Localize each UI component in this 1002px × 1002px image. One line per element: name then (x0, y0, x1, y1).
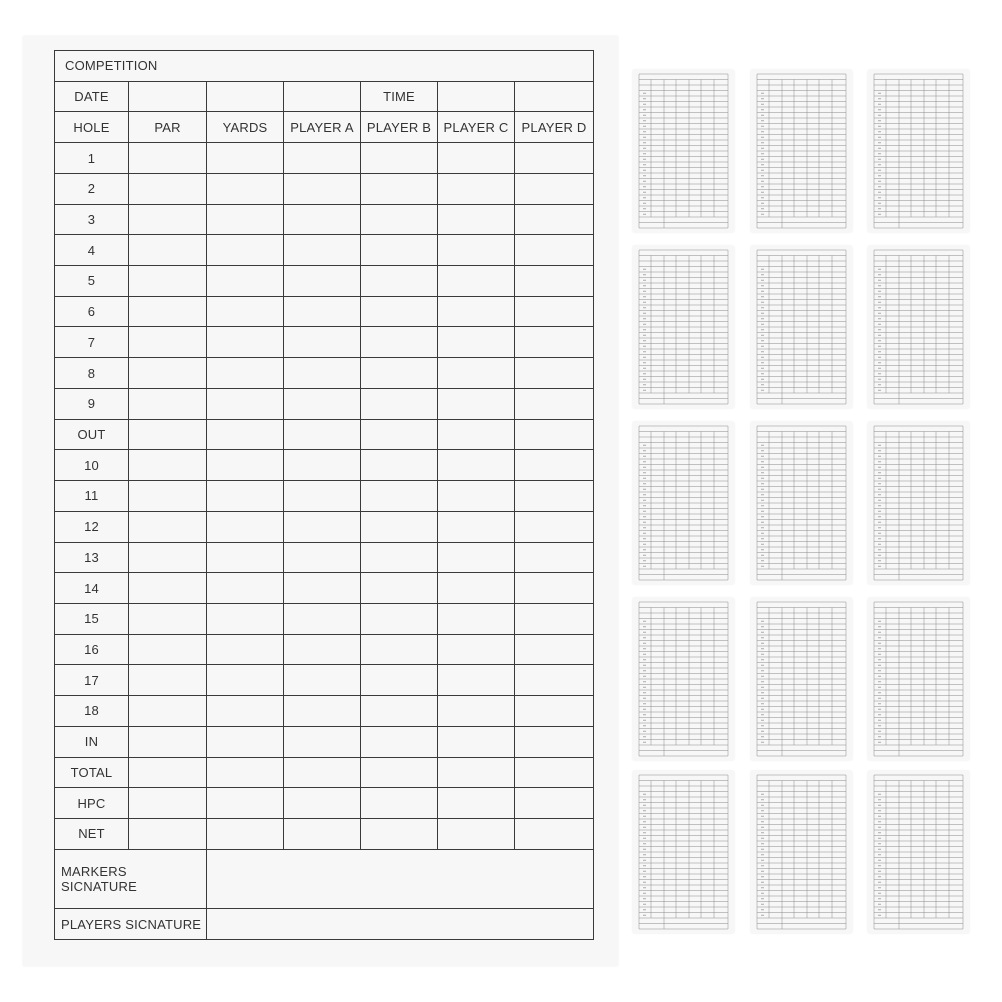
score-cell[interactable] (129, 204, 207, 235)
score-cell[interactable] (438, 757, 515, 788)
score-cell[interactable] (361, 603, 438, 634)
score-cell[interactable] (515, 573, 594, 604)
players-signature-label: PLAYERS SICNATURE (55, 909, 207, 940)
scorecard-thumbnail (751, 70, 852, 232)
score-cell[interactable] (361, 388, 438, 419)
score-cell[interactable] (515, 481, 594, 512)
score-cell[interactable] (284, 296, 361, 327)
competition-label: COMPETITION (55, 51, 594, 82)
hole-label: 1 (55, 143, 129, 174)
hole-label: 9 (55, 388, 129, 419)
scorecard-thumbnail (868, 422, 969, 584)
score-cell[interactable] (361, 818, 438, 849)
score-cell[interactable] (438, 143, 515, 174)
score-row (55, 573, 594, 604)
score-cell[interactable] (129, 573, 207, 604)
score-cell[interactable] (129, 603, 207, 634)
markers-signature-label: MARKERS SICNATURE (55, 849, 207, 909)
score-cell[interactable] (207, 481, 284, 512)
score-row (55, 818, 594, 849)
score-cell[interactable] (515, 665, 594, 696)
score-cell[interactable] (129, 788, 207, 819)
score-row (55, 788, 594, 819)
scorecard-thumbnail (868, 246, 969, 408)
score-row (55, 757, 594, 788)
score-cell[interactable] (361, 757, 438, 788)
score-cell[interactable] (438, 450, 515, 481)
score-cell[interactable] (438, 296, 515, 327)
scorecard-thumbnail (633, 598, 734, 760)
score-cell[interactable] (207, 358, 284, 389)
score-cell[interactable] (129, 419, 207, 450)
players-signature-field[interactable] (207, 909, 594, 940)
score-cell[interactable] (515, 511, 594, 542)
column-header: PLAYER B (361, 112, 438, 143)
score-cell[interactable] (207, 818, 284, 849)
score-cell[interactable] (207, 603, 284, 634)
score-row (55, 511, 594, 542)
score-cell[interactable] (284, 235, 361, 266)
score-cell[interactable] (438, 573, 515, 604)
score-cell[interactable] (129, 818, 207, 849)
score-cell[interactable] (284, 788, 361, 819)
score-cell[interactable] (515, 388, 594, 419)
scorecard-thumbnail (633, 70, 734, 232)
score-cell[interactable] (207, 419, 284, 450)
column-header: PLAYER D (515, 112, 594, 143)
score-cell[interactable] (284, 266, 361, 297)
score-cell[interactable] (284, 388, 361, 419)
score-cell[interactable] (515, 235, 594, 266)
score-cell[interactable] (207, 235, 284, 266)
column-header: YARDS (207, 112, 284, 143)
score-row (55, 665, 594, 696)
time-field[interactable] (438, 81, 515, 112)
score-row (55, 419, 594, 450)
hole-label: 14 (55, 573, 129, 604)
score-cell[interactable] (361, 542, 438, 573)
score-row (55, 173, 594, 204)
score-cell[interactable] (284, 327, 361, 358)
scorecard-card (23, 36, 618, 966)
score-cell[interactable] (361, 634, 438, 665)
time-label: TIME (361, 81, 438, 112)
score-cell[interactable] (129, 235, 207, 266)
score-cell[interactable] (361, 481, 438, 512)
score-cell[interactable] (207, 388, 284, 419)
score-cell[interactable] (438, 696, 515, 727)
score-cell[interactable] (207, 204, 284, 235)
score-cell[interactable] (284, 204, 361, 235)
score-cell[interactable] (129, 266, 207, 297)
score-cell[interactable] (361, 358, 438, 389)
score-cell[interactable] (438, 481, 515, 512)
score-cell[interactable] (361, 511, 438, 542)
score-row (55, 327, 594, 358)
score-row (55, 266, 594, 297)
score-cell[interactable] (207, 450, 284, 481)
score-cell[interactable] (207, 296, 284, 327)
score-cell[interactable] (515, 296, 594, 327)
score-cell[interactable] (129, 542, 207, 573)
hole-label: HPC (55, 788, 129, 819)
score-cell[interactable] (129, 296, 207, 327)
score-cell[interactable] (284, 665, 361, 696)
score-cell[interactable] (284, 726, 361, 757)
score-cell[interactable] (129, 634, 207, 665)
score-cell[interactable] (515, 788, 594, 819)
score-cell[interactable] (438, 542, 515, 573)
score-cell[interactable] (207, 726, 284, 757)
score-cell[interactable] (207, 542, 284, 573)
score-cell[interactable] (129, 757, 207, 788)
scorecard-thumbnail (633, 422, 734, 584)
score-cell[interactable] (438, 388, 515, 419)
hole-label: 3 (55, 204, 129, 235)
date-field[interactable] (284, 81, 361, 112)
date-time-row (55, 81, 594, 112)
score-cell[interactable] (361, 696, 438, 727)
score-cell[interactable] (284, 358, 361, 389)
scorecard-thumbnail (751, 422, 852, 584)
hole-label: OUT (55, 419, 129, 450)
score-cell[interactable] (438, 511, 515, 542)
score-cell[interactable] (361, 143, 438, 174)
score-cell[interactable] (207, 696, 284, 727)
hole-label: 18 (55, 696, 129, 727)
score-cell[interactable] (284, 419, 361, 450)
score-cell[interactable] (129, 143, 207, 174)
score-cell[interactable] (361, 204, 438, 235)
score-cell[interactable] (284, 696, 361, 727)
hole-label: 16 (55, 634, 129, 665)
score-cell[interactable] (438, 603, 515, 634)
score-cell[interactable] (361, 726, 438, 757)
score-cell[interactable] (207, 573, 284, 604)
score-cell[interactable] (515, 327, 594, 358)
score-cell[interactable] (284, 573, 361, 604)
score-cell[interactable] (207, 327, 284, 358)
score-cell[interactable] (438, 266, 515, 297)
score-cell[interactable] (207, 665, 284, 696)
hole-label: 6 (55, 296, 129, 327)
score-cell[interactable] (515, 204, 594, 235)
score-row (55, 696, 594, 727)
score-cell[interactable] (361, 573, 438, 604)
score-cell[interactable] (438, 788, 515, 819)
score-cell[interactable] (207, 143, 284, 174)
score-row (55, 296, 594, 327)
score-cell[interactable] (207, 511, 284, 542)
score-cell[interactable] (361, 173, 438, 204)
score-cell[interactable] (129, 327, 207, 358)
score-cell[interactable] (129, 696, 207, 727)
hole-label: 7 (55, 327, 129, 358)
hole-label: 2 (55, 173, 129, 204)
score-cell[interactable] (207, 266, 284, 297)
markers-signature-field[interactable] (207, 849, 594, 909)
hole-label: 17 (55, 665, 129, 696)
score-cell[interactable] (515, 450, 594, 481)
scorecard-thumbnail (751, 598, 852, 760)
score-cell[interactable] (207, 757, 284, 788)
score-cell[interactable] (207, 788, 284, 819)
score-row (55, 726, 594, 757)
scorecard-thumbnail (633, 246, 734, 408)
hole-label: NET (55, 818, 129, 849)
score-row (55, 481, 594, 512)
score-cell[interactable] (515, 726, 594, 757)
score-cell[interactable] (129, 358, 207, 389)
score-cell[interactable] (361, 788, 438, 819)
date-field[interactable] (129, 81, 207, 112)
score-cell[interactable] (129, 388, 207, 419)
score-cell[interactable] (438, 634, 515, 665)
hole-label: 10 (55, 450, 129, 481)
score-row (55, 143, 594, 174)
score-cell[interactable] (284, 603, 361, 634)
score-cell[interactable] (129, 481, 207, 512)
score-cell[interactable] (284, 143, 361, 174)
score-cell[interactable] (515, 634, 594, 665)
column-header: HOLE (55, 112, 129, 143)
markers-signature-row (55, 849, 594, 909)
score-cell[interactable] (284, 450, 361, 481)
hole-label: 8 (55, 358, 129, 389)
score-cell[interactable] (438, 818, 515, 849)
column-header: PAR (129, 112, 207, 143)
score-cell[interactable] (129, 450, 207, 481)
hole-label: 15 (55, 603, 129, 634)
score-cell[interactable] (361, 296, 438, 327)
score-cell[interactable] (129, 173, 207, 204)
date-label: DATE (55, 81, 129, 112)
score-cell[interactable] (284, 511, 361, 542)
score-cell[interactable] (207, 173, 284, 204)
score-cell[interactable] (361, 235, 438, 266)
time-field[interactable] (515, 81, 594, 112)
score-cell[interactable] (515, 603, 594, 634)
score-cell[interactable] (361, 419, 438, 450)
scorecard-thumbnail (751, 246, 852, 408)
score-cell[interactable] (284, 634, 361, 665)
score-cell[interactable] (438, 665, 515, 696)
score-cell[interactable] (284, 542, 361, 573)
column-header: PLAYER A (284, 112, 361, 143)
hole-label: 12 (55, 511, 129, 542)
score-cell[interactable] (515, 542, 594, 573)
score-row (55, 634, 594, 665)
score-cell[interactable] (438, 173, 515, 204)
score-cell[interactable] (207, 634, 284, 665)
scorecard-thumbnail (868, 598, 969, 760)
score-cell[interactable] (515, 143, 594, 174)
hole-label: 11 (55, 481, 129, 512)
hole-label: 4 (55, 235, 129, 266)
score-cell[interactable] (129, 511, 207, 542)
score-cell[interactable] (361, 327, 438, 358)
score-cell[interactable] (438, 726, 515, 757)
header-row (55, 112, 594, 143)
hole-label: 5 (55, 266, 129, 297)
score-cell[interactable] (284, 757, 361, 788)
players-signature-row (55, 909, 594, 940)
score-cell[interactable] (438, 327, 515, 358)
score-cell[interactable] (361, 450, 438, 481)
score-row (55, 358, 594, 389)
score-cell[interactable] (515, 358, 594, 389)
score-cell[interactable] (361, 266, 438, 297)
score-cell[interactable] (438, 358, 515, 389)
score-cell[interactable] (515, 818, 594, 849)
score-cell[interactable] (361, 665, 438, 696)
score-cell[interactable] (515, 757, 594, 788)
score-row (55, 235, 594, 266)
score-row (55, 542, 594, 573)
score-cell[interactable] (515, 266, 594, 297)
competition-row (55, 51, 594, 82)
score-cell[interactable] (438, 204, 515, 235)
score-cell[interactable] (515, 419, 594, 450)
score-row (55, 388, 594, 419)
score-cell[interactable] (515, 696, 594, 727)
hole-label: 13 (55, 542, 129, 573)
hole-label: TOTAL (55, 757, 129, 788)
score-cell[interactable] (438, 419, 515, 450)
score-cell[interactable] (129, 726, 207, 757)
score-row (55, 450, 594, 481)
column-header: PLAYER C (438, 112, 515, 143)
hole-label: IN (55, 726, 129, 757)
scorecard-thumbnail (751, 771, 852, 933)
scorecard-thumbnail (868, 771, 969, 933)
score-row (55, 603, 594, 634)
score-cell[interactable] (284, 818, 361, 849)
date-field[interactable] (207, 81, 284, 112)
score-cell[interactable] (515, 173, 594, 204)
score-cell[interactable] (129, 665, 207, 696)
score-row (55, 204, 594, 235)
score-cell[interactable] (284, 173, 361, 204)
scorecard-thumbnail (868, 70, 969, 232)
scorecard-thumbnail (633, 771, 734, 933)
score-cell[interactable] (284, 481, 361, 512)
scorecard-table (54, 50, 594, 940)
score-cell[interactable] (438, 235, 515, 266)
